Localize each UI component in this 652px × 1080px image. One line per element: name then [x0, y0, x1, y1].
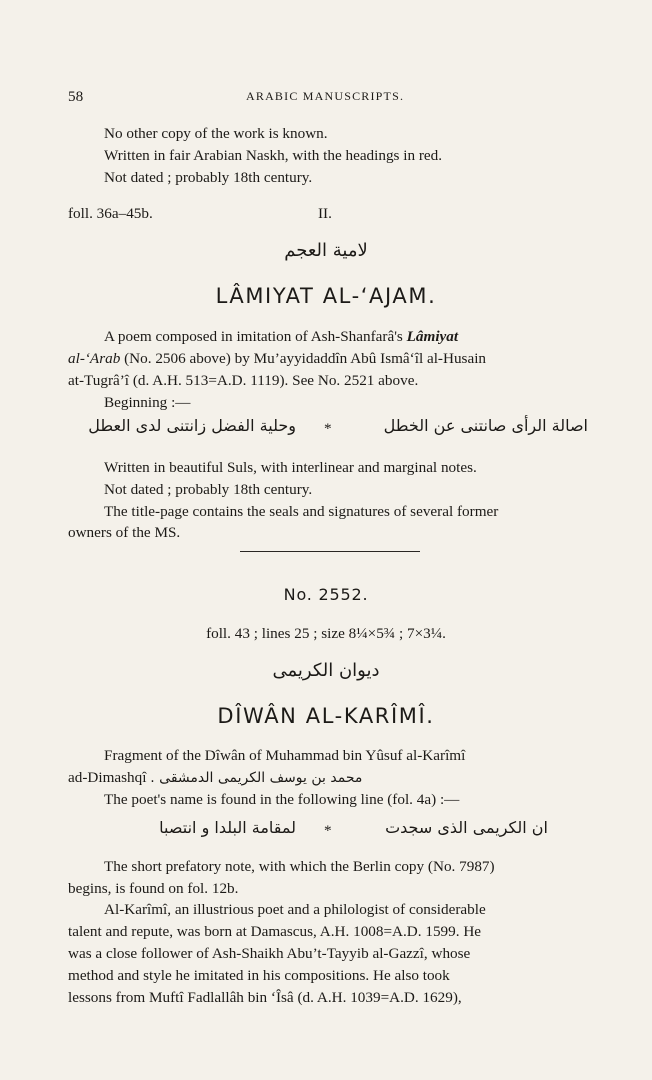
verse-second-hemistich: لمقامة البلدا و انتصبا: [159, 818, 296, 837]
note-line: Not dated ; probably 18th century.: [104, 481, 313, 498]
paragraph-line: Al-Karîmî, an illustrious poet and a philologist of considerable: [104, 901, 486, 918]
paragraph-line: [68, 767, 362, 789]
paragraph-line: The poet's name is found in the following line (fol. 4a) :—: [104, 791, 460, 808]
page-number: 58: [68, 88, 84, 105]
description-italic: al-‘Arab: [68, 350, 121, 367]
prev-entry-line: Not dated ; probably 18th century.: [104, 169, 313, 186]
arabic-name: محمد بن يوسف الكريمى الدمشقى .: [150, 770, 363, 786]
note-line: Written in beautiful Suls, with interlinear and marginal notes.: [104, 459, 477, 476]
paragraph-line: was a close follower of Ash-Shaikh Abu’t-Tayyib al-Gazzî, whose: [68, 945, 471, 962]
folio-range: foll. 36a–45b.: [68, 205, 153, 222]
description-text: A poem composed in imitation of Ash-Shanfarâ's: [104, 328, 407, 345]
paragraph-line: The short prefatory note, with which the Berlin copy (No. 7987): [104, 858, 495, 875]
entry-number: No. 2552.: [283, 585, 369, 604]
paragraph-line: talent and repute, was born at Damascus, A.H. 1008=A.D. 1599. He: [68, 923, 482, 940]
prev-entry-line: No other copy of the work is known.: [104, 125, 328, 142]
verse-first-hemistich: اصالة الرأى صانتنى عن الخطل: [383, 416, 588, 435]
verse-separator: *: [324, 420, 332, 437]
verse-second-hemistich: وحلية الفضل زانتنى لدى العطل: [88, 416, 296, 435]
note-line: owners of the MS.: [68, 524, 181, 541]
description-line: [104, 326, 458, 348]
verse-first-hemistich: ان الكريمى الذى سجدت: [385, 818, 548, 837]
paragraph-line: begins, is found on fol. 12b.: [68, 880, 239, 897]
running-title: ARABIC MANUSCRIPTS.: [246, 89, 405, 103]
note-line: The title-page contains the seals and signatures of several former: [104, 503, 499, 520]
beginning-label: Beginning :—: [104, 394, 191, 411]
entry-physical-details: foll. 43 ; lines 25 ; size 8¼×5¾ ; 7×3¼.: [206, 625, 446, 642]
section-roman-numeral: II.: [318, 205, 332, 222]
description-line: at-Tugrâ’î (d. A.H. 513=A.D. 1119). See No. 2521 above.: [68, 372, 419, 389]
entry-title: LÂMIYAT AL-‘AJAM.: [215, 284, 437, 308]
paragraph-line: Fragment of the Dîwân of Muhammad bin Yûsuf al-Karîmî: [104, 747, 466, 764]
paragraph-line: method and style he imitated in his compositions. He also took: [68, 967, 450, 984]
verse-separator: *: [324, 822, 332, 839]
prev-entry-line: Written in fair Arabian Naskh, with the headings in red.: [104, 147, 443, 164]
description-italic: Lâmiyat: [406, 328, 459, 345]
paragraph-text: ad-Dimashqî: [68, 769, 147, 786]
arabic-title: ديوان الكريمى: [272, 660, 380, 681]
description-text: (No. 2506 above) by Mu’ayyidaddîn Abû Ismâ‘îl al-Husain: [120, 350, 487, 367]
entry-title: DÎWÂN AL-KARÎMÎ.: [217, 704, 435, 728]
paragraph-line: lessons from Muftî Fadlallâh bin ‘Îsâ (d. A.H. 1039=A.D. 1629),: [68, 989, 462, 1006]
section-divider: [240, 551, 420, 552]
arabic-title: لامية العجم: [284, 240, 368, 261]
description-line: [68, 348, 486, 370]
